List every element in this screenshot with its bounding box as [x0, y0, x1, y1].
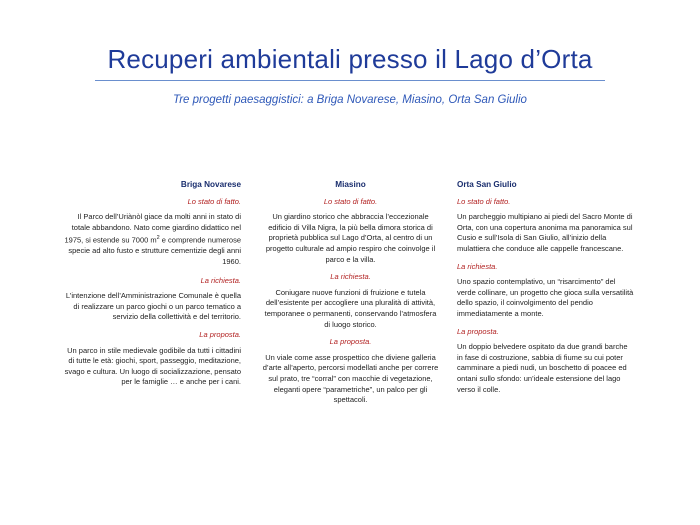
- slide-title: Recuperi ambientali presso il Lago d’Orta: [107, 44, 593, 74]
- request-label: La richiesta.: [457, 261, 498, 271]
- proposal-label: La proposta.: [457, 326, 499, 336]
- column-orta-san-giulio: [457, 180, 634, 402]
- proposal-label: La proposta.: [329, 337, 372, 347]
- state-label: Lo stato di fatto.: [323, 196, 378, 206]
- state-text: Un giardino storico che abbraccia l’eccezionale edificio di Villa Nigra, la più bella dimora storica di proprietà pubblica sul Lago d’Orta, al centro di un progetto culturale ad ampio respiro che coinvolge il parco e la villa.: [265, 212, 436, 264]
- column-heading: Briga Novarese: [180, 180, 241, 189]
- proposal-text: Un parco in stile medievale godibile da tutti i cittadini di tutte le età: giochi, sport, passeggio, meditazione, svago e cultura. Un luogo di socializzazione, pensato per le famiglie … e anche per i cani.: [64, 345, 241, 387]
- state-text: Un parcheggio multipiano ai piedi del Sacro Monte di Orta, con una copertura anonima ma panoramica sul Cusio e sull’Isola di San Giulio, all’inizio della mulattiera che conduce alle cappelle francescane.: [457, 212, 633, 253]
- state-text: [64, 212, 241, 267]
- request-text: Uno spazio contemplativo, un “risarcimento” del verde collinare, un progetto che gioca sulla versatilità dello spazio, il coinvolgimento del pendio immediatamente a monte.: [457, 277, 634, 318]
- column-heading: Miasino: [335, 180, 366, 189]
- slide-subtitle: Tre progetti paesaggistici: a Briga Novarese, Miasino, Orta San Giulio: [173, 94, 527, 106]
- state-label: Lo stato di fatto.: [187, 196, 241, 206]
- request-text: Coniugare nuove funzioni di fruizione e tutela dell’esistente per accogliere una pluralità di attività, temporanee o permanenti, conservando l’atmosfera di luogo storico.: [264, 287, 437, 329]
- title-divider: [95, 80, 605, 81]
- proposal-text: Un viale come asse prospettico che diviene galleria d’arte all’aperto, percorsi modellati anche per correre sul prato, tre “corral” con macchie di vegetazione, eleganti opere “parametriche”, un palco per gli spettacoli.: [262, 352, 439, 405]
- state-label: Lo stato di fatto.: [457, 196, 511, 206]
- state-text-after: e comprende numerose specie ad alto fusto e strutture cementizie degli anni 1960.: [68, 235, 241, 267]
- proposal-text: Un doppio belvedere ospitato da due grandi barche in fase di costruzione, sabbia di fiume su cui poter camminare a piedi nudi, un boschetto di poacee ed ontani sullo sfondo: un’ideale estensione del lago verso il colle.: [457, 342, 628, 394]
- request-label: La richiesta.: [200, 275, 241, 285]
- column-briga-novarese: [64, 180, 241, 395]
- state-text-sup: 2: [156, 235, 160, 242]
- state-text-before: Il Parco dell’Uriànòl giace da molti anni in stato di totale abbandono. Nato come giardino didattico nel 1975, si estende su 7000 m: [64, 212, 241, 245]
- column-heading: Orta San Giulio: [457, 180, 517, 189]
- request-label: La richiesta.: [330, 272, 371, 282]
- request-text: L’intenzione dell’Amministrazione Comunale è quella di realizzare un parco giochi o un parco tematico a servizio della collettività e del territorio.: [65, 291, 241, 322]
- column-miasino: [262, 180, 439, 413]
- proposal-label: La proposta.: [199, 330, 241, 340]
